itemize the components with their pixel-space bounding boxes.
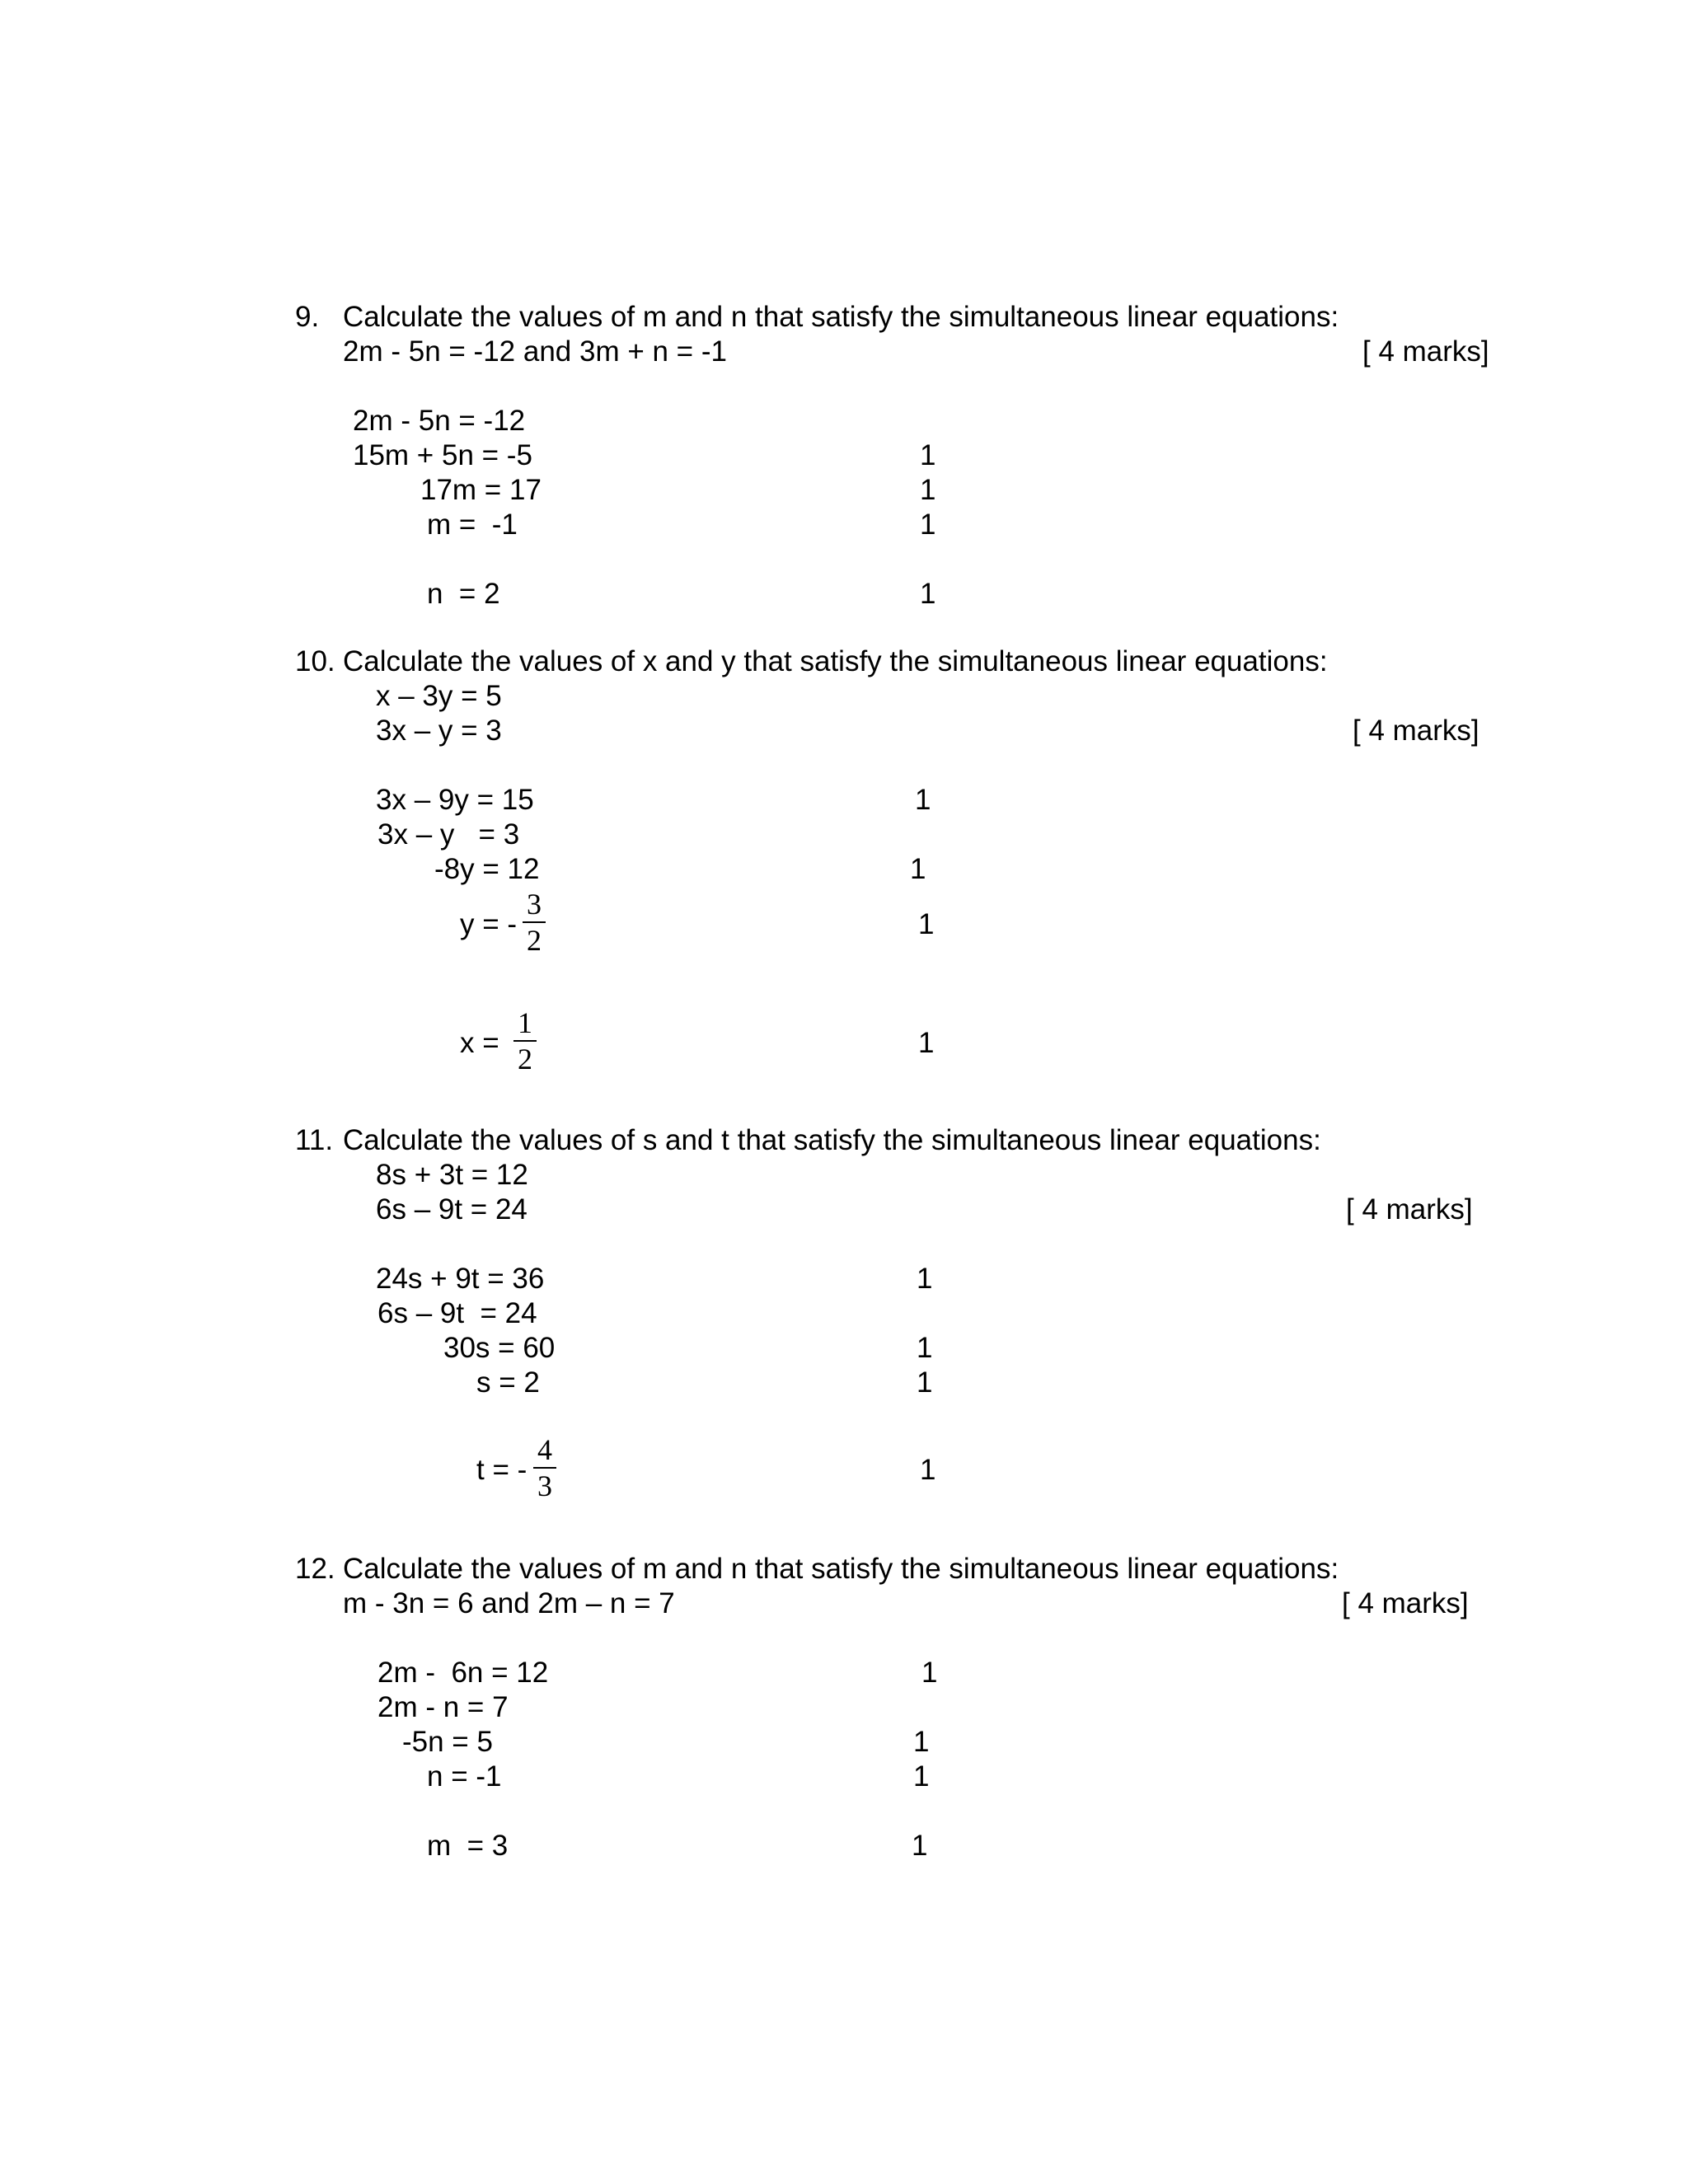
step-mark: 1 [917, 1332, 933, 1364]
fraction-bar [533, 1467, 556, 1469]
step-mark: 1 [918, 908, 935, 940]
step-mark: 1 [920, 509, 936, 541]
step-mark: 1 [910, 853, 926, 885]
working-step: 15m + 5n = -5 [353, 439, 532, 471]
working-step: 2m - 6n = 12 [377, 1657, 549, 1689]
question-prompt: Calculate the values of m and n that satisfy the simultaneous linear equations: [343, 1553, 1339, 1585]
working-step: 2m - 5n = -12 [353, 405, 526, 437]
equation: 8s + 3t = 12 [376, 1159, 528, 1191]
working-step: 6s – 9t = 24 [377, 1297, 537, 1329]
marks-label: [ 4 marks] [1353, 715, 1479, 747]
equation: 3x – y = 3 [376, 715, 502, 747]
fraction [518, 888, 551, 956]
working-step: x = [460, 1027, 499, 1059]
working-step: s = 2 [476, 1366, 540, 1399]
marks-label: [ 4 marks] [1362, 335, 1489, 368]
question-number: 11. [295, 1124, 334, 1156]
step-mark: 1 [913, 1760, 930, 1793]
step-mark: 1 [917, 1263, 933, 1295]
step-mark: 1 [920, 1454, 936, 1486]
fraction [528, 1434, 561, 1502]
step-mark: 1 [920, 474, 936, 506]
fraction-numerator: 3 [527, 888, 542, 921]
working-step: m = 3 [427, 1830, 509, 1862]
marks-label: [ 4 marks] [1342, 1587, 1469, 1619]
step-mark: 1 [918, 1027, 935, 1059]
fraction-denominator: 2 [527, 924, 542, 957]
question-prompt: Calculate the values of s and t that satisfy the simultaneous linear equations: [343, 1124, 1321, 1156]
step-mark: 1 [920, 578, 936, 610]
step-mark: 1 [912, 1830, 928, 1862]
step-mark: 1 [921, 1657, 938, 1689]
step-mark: 1 [917, 1366, 933, 1399]
working-step: 24s + 9t = 36 [376, 1263, 545, 1295]
step-mark: 1 [913, 1726, 930, 1758]
equation: 2m - 5n = -12 and 3m + n = -1 [343, 335, 727, 368]
working-step: 30s = 60 [443, 1332, 556, 1364]
marks-label: [ 4 marks] [1346, 1193, 1473, 1226]
fraction-denominator: 3 [537, 1469, 552, 1502]
working-step: t = - [476, 1454, 528, 1486]
fraction-bar [523, 921, 546, 923]
question-number: 10. [295, 645, 335, 677]
working-step: 3x – 9y = 15 [376, 784, 534, 816]
step-mark: 1 [920, 439, 936, 471]
working-step: 2m - n = 7 [377, 1691, 509, 1723]
question-prompt: Calculate the values of x and y that satisfy the simultaneous linear equations: [343, 645, 1328, 677]
working-step: 17m = 17 [420, 474, 542, 506]
working-step: -5n = 5 [402, 1726, 493, 1758]
equation: 6s – 9t = 24 [376, 1193, 528, 1226]
equation: x – 3y = 5 [376, 680, 502, 712]
working-step: y = - [460, 908, 518, 940]
equation: m - 3n = 6 and 2m – n = 7 [343, 1587, 675, 1619]
fraction-numerator: 1 [518, 1006, 532, 1039]
fraction-bar [513, 1040, 537, 1042]
fraction [509, 1007, 542, 1075]
fraction-denominator: 2 [518, 1043, 532, 1076]
working-step: n = 2 [427, 578, 500, 610]
fraction-numerator: 4 [537, 1433, 552, 1466]
working-step: m = -1 [427, 509, 518, 541]
step-mark: 1 [915, 784, 931, 816]
question-prompt: Calculate the values of m and n that satisfy the simultaneous linear equations: [343, 301, 1339, 333]
question-number: 9. [295, 301, 320, 333]
working-step: n = -1 [427, 1760, 502, 1793]
question-number: 12. [295, 1553, 335, 1585]
working-step: 3x – y = 3 [377, 818, 520, 851]
working-step: -8y = 12 [434, 853, 540, 885]
